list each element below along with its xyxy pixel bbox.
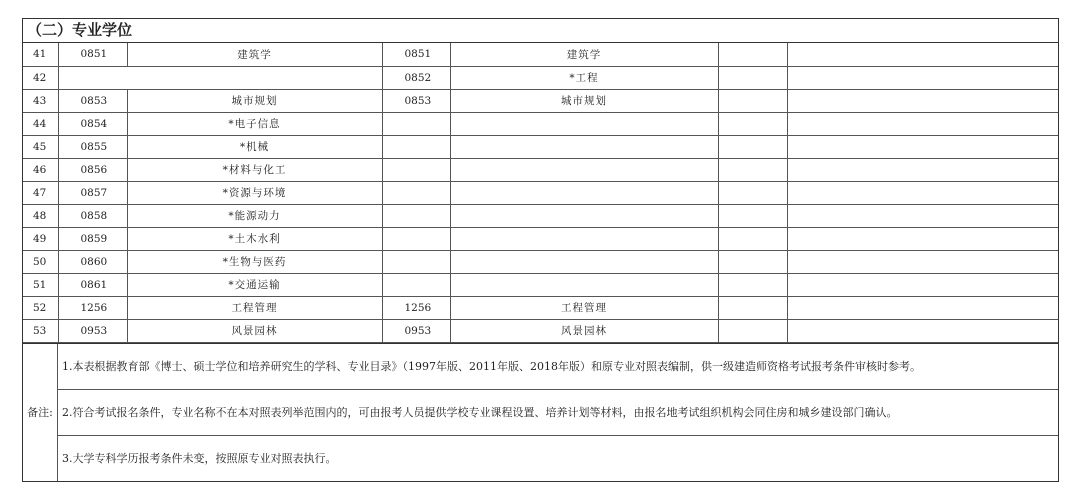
empty-cell bbox=[718, 158, 787, 181]
original-major-name bbox=[450, 273, 718, 296]
row-number: 53 bbox=[23, 319, 58, 342]
original-major-code bbox=[382, 204, 450, 227]
empty-cell bbox=[718, 89, 787, 112]
empty-cell bbox=[718, 250, 787, 273]
table-row bbox=[23, 66, 1058, 89]
table-row bbox=[23, 296, 1058, 319]
note-item: 2.符合考试报名条件，专业名称不在本对照表列举范围内的，可由报考人员提供学校专业课程设置、培养计划等材料，由报名地考试组织机构会同住房和城乡建设部门确认。 bbox=[58, 390, 1058, 436]
table-row bbox=[23, 273, 1058, 296]
major-code: 0853 bbox=[58, 89, 127, 112]
major-code: 0856 bbox=[58, 158, 127, 181]
original-major-name bbox=[450, 250, 718, 273]
empty-cell bbox=[787, 181, 1058, 204]
major-name: 工程管理 bbox=[127, 296, 382, 319]
original-major-code bbox=[382, 250, 450, 273]
original-major-code bbox=[382, 112, 450, 135]
major-code: 0861 bbox=[58, 273, 127, 296]
empty-cell bbox=[718, 181, 787, 204]
row-number: 43 bbox=[23, 89, 58, 112]
major-table bbox=[23, 43, 1058, 343]
original-major-name bbox=[450, 135, 718, 158]
notes-section bbox=[23, 343, 1058, 481]
major-name: *电子信息 bbox=[127, 112, 382, 135]
major-code: 1256 bbox=[58, 296, 127, 319]
table-row bbox=[23, 112, 1058, 135]
empty-cell bbox=[787, 158, 1058, 181]
major-name: *交通运输 bbox=[127, 273, 382, 296]
major-code: 0855 bbox=[58, 135, 127, 158]
note-item: 3.大学专科学历报考条件未变，按照原专业对照表执行。 bbox=[62, 452, 337, 465]
row-number: 50 bbox=[23, 250, 58, 273]
row-number: 52 bbox=[23, 296, 58, 319]
major-code: 0953 bbox=[58, 319, 127, 342]
original-major-code bbox=[382, 158, 450, 181]
major-name: *材料与化工 bbox=[127, 158, 382, 181]
table-row bbox=[23, 135, 1058, 158]
original-major-name bbox=[450, 112, 718, 135]
row-number: 42 bbox=[23, 66, 58, 89]
major-name: *机械 bbox=[127, 135, 382, 158]
original-major-name: 工程管理 bbox=[450, 296, 718, 319]
empty-cell bbox=[787, 66, 1058, 89]
original-major-name: *工程 bbox=[450, 66, 718, 89]
major-name: *资源与环境 bbox=[127, 181, 382, 204]
row-number: 44 bbox=[23, 112, 58, 135]
major-code: 0857 bbox=[58, 181, 127, 204]
original-major-code: 0953 bbox=[382, 319, 450, 342]
row-number: 47 bbox=[23, 181, 58, 204]
major-code bbox=[58, 66, 382, 89]
row-number: 48 bbox=[23, 204, 58, 227]
row-number: 41 bbox=[23, 43, 58, 66]
table-row bbox=[23, 89, 1058, 112]
original-major-code: 0851 bbox=[382, 43, 450, 66]
original-major-name: 建筑学 bbox=[450, 43, 718, 66]
table-row bbox=[23, 181, 1058, 204]
table-row bbox=[23, 250, 1058, 273]
empty-cell bbox=[718, 273, 787, 296]
empty-cell bbox=[787, 112, 1058, 135]
empty-cell bbox=[787, 273, 1058, 296]
empty-cell bbox=[718, 112, 787, 135]
empty-cell bbox=[718, 135, 787, 158]
original-major-code bbox=[382, 181, 450, 204]
original-major-name bbox=[450, 227, 718, 250]
major-code: 0851 bbox=[58, 43, 127, 66]
major-name: *生物与医药 bbox=[127, 250, 382, 273]
table-row bbox=[23, 43, 1058, 66]
original-major-name: 风景园林 bbox=[450, 319, 718, 342]
major-name: 城市规划 bbox=[127, 89, 382, 112]
empty-cell bbox=[787, 250, 1058, 273]
row-number: 51 bbox=[23, 273, 58, 296]
original-major-code: 0853 bbox=[382, 89, 450, 112]
empty-cell bbox=[718, 319, 787, 342]
original-major-code bbox=[382, 227, 450, 250]
empty-cell bbox=[718, 227, 787, 250]
major-code: 0854 bbox=[58, 112, 127, 135]
table-row bbox=[23, 227, 1058, 250]
qualification-table bbox=[22, 18, 1059, 482]
original-major-name bbox=[450, 204, 718, 227]
empty-cell bbox=[718, 66, 787, 89]
empty-cell bbox=[787, 227, 1058, 250]
original-major-name: 城市规划 bbox=[450, 89, 718, 112]
major-code: 0859 bbox=[58, 227, 127, 250]
empty-cell bbox=[718, 296, 787, 319]
empty-cell bbox=[787, 89, 1058, 112]
row-number: 49 bbox=[23, 227, 58, 250]
empty-cell bbox=[718, 43, 787, 66]
empty-cell bbox=[787, 296, 1058, 319]
empty-cell bbox=[718, 204, 787, 227]
table-row bbox=[23, 204, 1058, 227]
empty-cell bbox=[787, 204, 1058, 227]
row-number: 45 bbox=[23, 135, 58, 158]
major-name: 建筑学 bbox=[127, 43, 382, 66]
major-name: *能源动力 bbox=[127, 204, 382, 227]
original-major-name bbox=[450, 158, 718, 181]
empty-cell bbox=[787, 319, 1058, 342]
major-name: *土木水利 bbox=[127, 227, 382, 250]
section-title: （二）专业学位 bbox=[23, 19, 1058, 43]
original-major-code: 1256 bbox=[382, 296, 450, 319]
original-major-name bbox=[450, 181, 718, 204]
original-major-code bbox=[382, 135, 450, 158]
empty-cell bbox=[787, 135, 1058, 158]
original-major-code: 0852 bbox=[382, 66, 450, 89]
major-code: 0860 bbox=[58, 250, 127, 273]
empty-cell bbox=[787, 43, 1058, 66]
table-row bbox=[23, 319, 1058, 342]
notes-label: 备注: bbox=[23, 344, 58, 481]
row-number: 46 bbox=[23, 158, 58, 181]
major-name: 风景园林 bbox=[127, 319, 382, 342]
original-major-code bbox=[382, 273, 450, 296]
table-row bbox=[23, 158, 1058, 181]
notes-list bbox=[58, 344, 1058, 481]
major-code: 0858 bbox=[58, 204, 127, 227]
note-item: 1.本表根据教育部《博士、硕士学位和培养研究生的学科、专业目录》（1997年版、2011年版、2018年版）和原专业对照表编制，供一级建造师资格考试报考条件审核时参考。 bbox=[58, 344, 1058, 390]
